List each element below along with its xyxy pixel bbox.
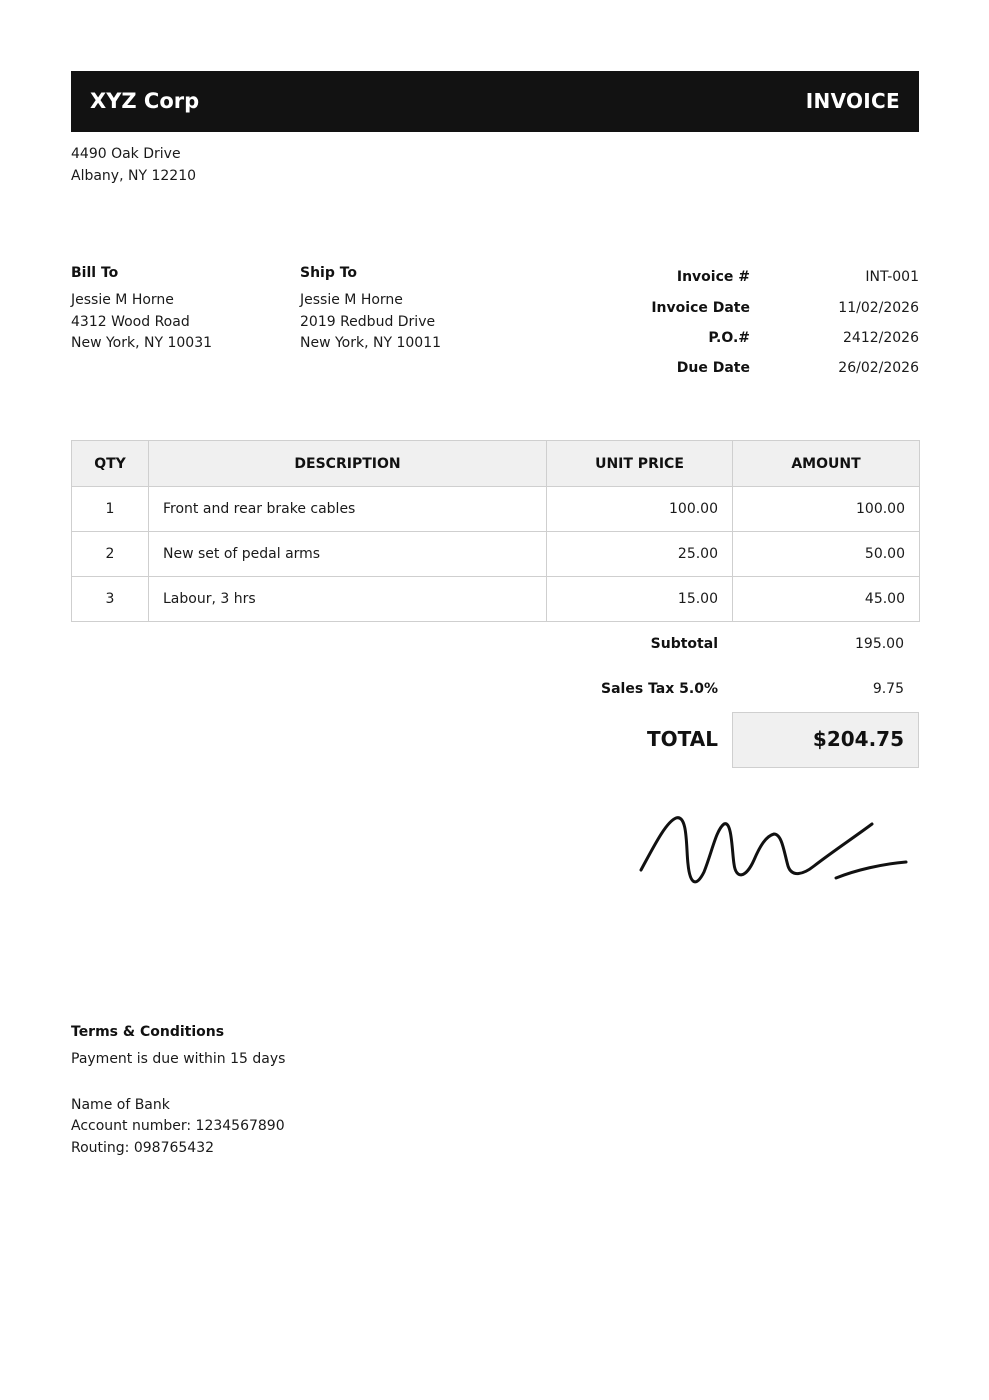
sales-tax-label: Sales Tax 5.0% bbox=[601, 681, 718, 697]
bank-name: Name of Bank bbox=[71, 1096, 170, 1113]
row-unit-price: 15.00 bbox=[547, 577, 733, 622]
row-amount: 100.00 bbox=[733, 487, 920, 532]
total-value: $204.75 bbox=[812, 727, 904, 751]
row-qty: 2 bbox=[72, 532, 149, 577]
row-amount: 45.00 bbox=[733, 577, 920, 622]
total-label: TOTAL bbox=[647, 727, 718, 751]
ship-to-block bbox=[300, 263, 441, 355]
ship-to-heading: Ship To bbox=[300, 265, 358, 281]
ship-to-line1: 2019 Redbud Drive bbox=[300, 313, 436, 330]
row-qty: 1 bbox=[72, 487, 149, 532]
signature-image bbox=[636, 808, 912, 890]
column-header-unit-price: UNIT PRICE bbox=[547, 441, 733, 487]
row-description: Front and rear brake cables bbox=[149, 487, 547, 532]
items-table bbox=[71, 440, 920, 622]
bill-to-heading: Bill To bbox=[71, 265, 119, 281]
po-number-label: P.O.# bbox=[708, 330, 750, 346]
bank-account-number: Account number: 1234567890 bbox=[71, 1118, 285, 1134]
subtotal-label: Subtotal bbox=[650, 636, 718, 652]
company-address bbox=[71, 144, 196, 187]
table-row bbox=[72, 532, 920, 577]
table-row bbox=[72, 577, 920, 622]
terms-block bbox=[71, 1022, 285, 1159]
ship-to-line2: New York, NY 10011 bbox=[300, 335, 442, 351]
column-header-amount: AMOUNT bbox=[733, 441, 920, 487]
row-amount: 50.00 bbox=[733, 532, 920, 577]
invoice-date-label: Invoice Date bbox=[651, 300, 750, 316]
row-unit-price: 25.00 bbox=[547, 532, 733, 577]
bill-to-line1: 4312 Wood Road bbox=[71, 313, 190, 330]
company-address-line2: Albany, NY 12210 bbox=[71, 167, 197, 184]
company-address-line1: 4490 Oak Drive bbox=[71, 146, 181, 162]
document-title: INVOICE bbox=[805, 89, 900, 113]
invoice-number-label: Invoice # bbox=[676, 269, 750, 285]
row-qty: 3 bbox=[72, 577, 149, 622]
subtotal-value: 195.00 bbox=[855, 636, 904, 652]
table-header-row bbox=[72, 441, 920, 487]
due-date-value: 26/02/2026 bbox=[838, 360, 919, 376]
header-bar bbox=[71, 71, 919, 132]
due-date-label: Due Date bbox=[676, 360, 750, 376]
row-unit-price: 100.00 bbox=[547, 487, 733, 532]
terms-text: Payment is due within 15 days bbox=[71, 1051, 286, 1067]
column-header-description: DESCRIPTION bbox=[149, 441, 547, 487]
po-number-value: 2412/2026 bbox=[843, 330, 919, 346]
bill-to-name: Jessie M Horne bbox=[71, 292, 174, 308]
ship-to-name: Jessie M Horne bbox=[300, 292, 403, 308]
row-description: New set of pedal arms bbox=[149, 532, 547, 577]
column-header-qty: QTY bbox=[72, 441, 149, 487]
company-name: XYZ Corp bbox=[90, 89, 200, 113]
bill-to-block bbox=[71, 263, 212, 355]
row-description: Labour, 3 hrs bbox=[149, 577, 547, 622]
sales-tax-value: 9.75 bbox=[872, 681, 904, 697]
table-row bbox=[72, 487, 920, 532]
invoice-date-value: 11/02/2026 bbox=[838, 300, 919, 316]
invoice-number-value: INT-001 bbox=[865, 269, 919, 285]
bank-routing-number: Routing: 098765432 bbox=[71, 1139, 215, 1156]
terms-heading: Terms & Conditions bbox=[71, 1024, 225, 1040]
bill-to-line2: New York, NY 10031 bbox=[71, 335, 213, 351]
